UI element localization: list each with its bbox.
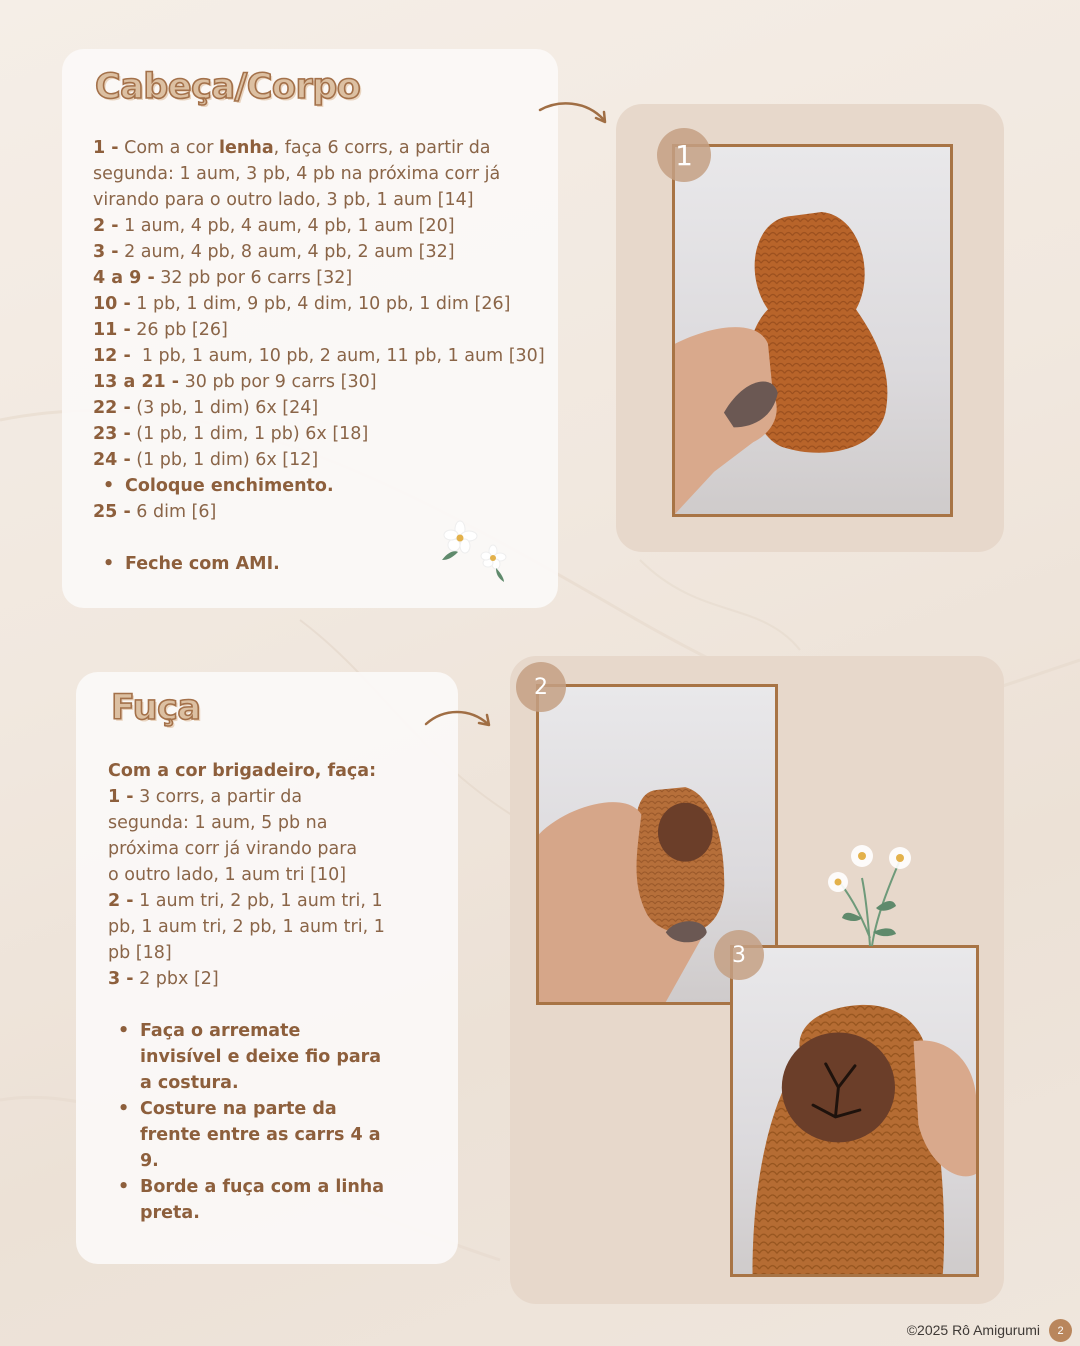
section-title-snout: Fuça (111, 688, 201, 728)
instruction-row: o outro lado, 1 aum tri [10] (108, 865, 347, 885)
instruction-row: 22 - (3 pb, 1 dim) 6x [24] (93, 398, 319, 418)
step-badge-1: 1 (657, 128, 711, 182)
bullet-embroider: • Borde a fuça com a linha preta. (108, 1174, 408, 1226)
instruction-row: 2 - 1 aum, 4 pb, 4 aum, 4 pb, 1 aum [20] (93, 216, 455, 236)
step-badge-3: 3 (714, 930, 764, 980)
instruction-row: 3 - 2 pbx [2] (108, 969, 219, 989)
instruction-row: pb [18] (108, 943, 172, 963)
photo-body-crochet (672, 144, 953, 517)
snout-instructions (108, 758, 408, 1226)
instruction-row: 25 - 6 dim [6] (93, 502, 217, 522)
instruction-row: 10 - 1 pb, 1 dim, 9 pb, 4 dim, 10 pb, 1 dim [26] (93, 294, 511, 314)
photo-embroidered-snout (730, 945, 979, 1277)
instruction-row: 3 - 2 aum, 4 pb, 8 aum, 4 pb, 2 aum [32] (93, 242, 455, 262)
instruction-row: virando para o outro lado, 3 pb, 1 aum [14] (93, 190, 474, 210)
curved-arrow-icon (424, 706, 494, 732)
snout-intro: Com a cor brigadeiro, faça: (108, 761, 377, 781)
instruction-row: 2 - 1 aum tri, 2 pb, 1 aum tri, 1 (108, 891, 383, 911)
instruction-row: segunda: 1 aum, 5 pb na (108, 813, 328, 833)
section-title-head-body: Cabeça/Corpo (95, 67, 361, 107)
bullet-stuffing: • Coloque enchimento. (93, 473, 553, 499)
instruction-row: 1 - 3 corrs, a partir da (108, 787, 303, 807)
curved-arrow-icon (538, 98, 610, 128)
instruction-row: 23 - (1 pb, 1 dim, 1 pb) 6x [18] (93, 424, 369, 444)
spacer (108, 992, 408, 1018)
instruction-row: pb, 1 aum tri, 2 pb, 1 aum tri, 1 (108, 917, 385, 937)
bullet-sew: • Costure na parte da frente entre as carrs 4 a 9. (108, 1096, 408, 1174)
daisy-bouquet-icon (818, 838, 926, 948)
instruction-row: 11 - 26 pb [26] (93, 320, 228, 340)
instruction-row: 24 - (1 pb, 1 dim) 6x [12] (93, 450, 319, 470)
page-number-badge: 2 (1049, 1319, 1072, 1342)
instruction-row: 12 - 1 pb, 1 aum, 10 pb, 2 aum, 11 pb, 1 aum [30] (93, 346, 545, 366)
instruction-row: segunda: 1 aum, 3 pb, 4 pb na próxima corr já (93, 164, 501, 184)
head-body-instructions (93, 135, 553, 577)
instruction-row: 4 a 9 - 32 pb por 6 carrs [32] (93, 268, 353, 288)
step-badge-2: 2 (516, 662, 566, 712)
instruction-row: próxima corr já virando para (108, 839, 358, 859)
instruction-row: 1 - Com a cor lenha, faça 6 corrs, a partir da (93, 138, 491, 158)
copyright-footer: ©2025 Rô Amigurumi (906, 1322, 1040, 1338)
snout-card (76, 672, 458, 1264)
bullet-close: • Feche com AMI. (93, 551, 553, 577)
instruction-row: 13 a 21 - 30 pb por 9 carrs [30] (93, 372, 377, 392)
daisy-flowers-icon (436, 518, 514, 584)
bullet-finish: • Faça o arremate invisível e deixe fio para a costura. (108, 1018, 408, 1096)
